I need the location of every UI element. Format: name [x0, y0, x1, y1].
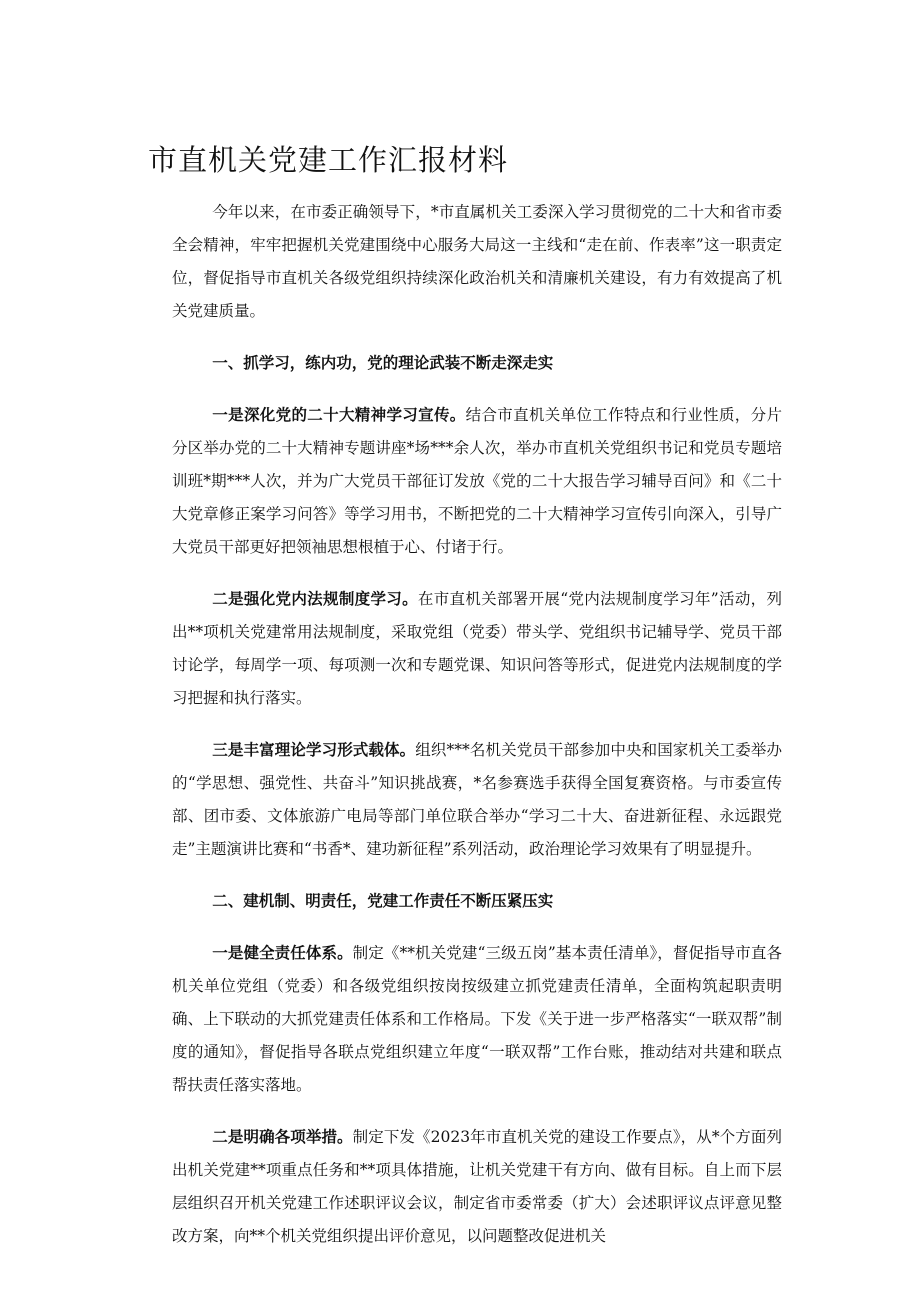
paragraph-lead: 一是深化党的二十大精神学习宣传。 [212, 406, 466, 424]
section-2-paragraph-2 [172, 1121, 782, 1253]
paragraph-lead: 三是丰富理论学习形式载体。 [212, 741, 416, 759]
section-1-paragraph-3 [172, 734, 782, 866]
paragraph-body: 在市直机关部署开展“党内法规制度学习年”活动，列出**项机关党建常用法规制度，采取党组（党委）带头学、党组织书记辅导学、党员干部讨论学，每周学一项、每项测一次和专题党课、知识问答等形式，促进党内法规制度的学习把握和执行落实。 [172, 590, 782, 707]
paragraph-lead: 二是强化党内法规制度学习。 [212, 590, 418, 608]
paragraph-lead: 二是明确各项举措。 [212, 1128, 353, 1146]
section-2-paragraph-1 [172, 937, 782, 1102]
section-1-paragraph-1 [172, 399, 782, 564]
section-1-heading: 一、抓学习，练内功，党的理论武装不断走深走实 [212, 354, 554, 372]
intro-paragraph: 今年以来，在市委正确领导下，*市直属机关工委深入学习贯彻党的二十大和省市委全会精神，牢牢把握机关党建围绕中心服务大局这一主线和“走在前、作表率”这一职责定位，督促指导市直机关各级党组织持续深化政治机关和清廉机关建设，有力有效提高了机关党建质量。 [172, 203, 782, 320]
paragraph-body: 结合市直机关单位工作特点和行业性质，分片分区举办党的二十大精神专题讲座*场***余人次，举办市直机关党组织书记和党员专题培训班*期***人次，并为广大党员干部征订发放《党的二十大报告学习辅导百问》和《二十大党章修正案学习问答》等学习用书，不断把党的二十大精神学习宣传引向深入，引导广大党员干部更好把领袖思想根植于心、付诸于行。 [172, 406, 782, 556]
paragraph-body: 组织***名机关党员干部参加中央和国家机关工委举办的“学思想、强党性、共奋斗”知识挑战赛，*名参赛选手获得全国复赛资格。与市委宣传部、团市委、文体旅游广电局等部门单位联合举办“学习二十大、奋进新征程、永远跟党走”主题演讲比赛和“书香*、建功新征程”系列活动，政治理论学习效果有了明显提升。 [172, 741, 782, 858]
section-1-paragraph-2 [172, 583, 782, 715]
paragraph-body: 制定《**机关党建“三级五岗”基本责任清单》，督促指导市直各机关单位党组（党委）和各级党组织按岗按级建立抓党建责任清单，全面构筑起职责明确、上下联动的大抓党建责任体系和工作格局。下发《关于进一步严格落实“一联双帮”制度的通知》，督促指导各联点党组织建立年度“一联双帮”工作台账，推动结对共建和联点帮扶责任落实落地。 [172, 944, 782, 1094]
document-body [172, 196, 782, 1272]
paragraph-body: 制定下发《2023年市直机关党的建设工作要点》，从*个方面列出机关党建**项重点任务和**项具体措施，让机关党建干有方向、做有目标。自上而下层层组织召开机关党建工作述职评议会议，制定省市委常委（扩大）会述职评议点评意见整改方案，向**个机关党组织提出评价意见，以问题整改促进机关 [172, 1128, 782, 1245]
paragraph-lead: 一是健全责任体系。 [212, 944, 353, 962]
section-2-heading: 二、建机制、明责任，党建工作责任不断压紧压实 [212, 892, 554, 910]
document-title: 市直机关党建工作汇报材料 [148, 143, 509, 177]
